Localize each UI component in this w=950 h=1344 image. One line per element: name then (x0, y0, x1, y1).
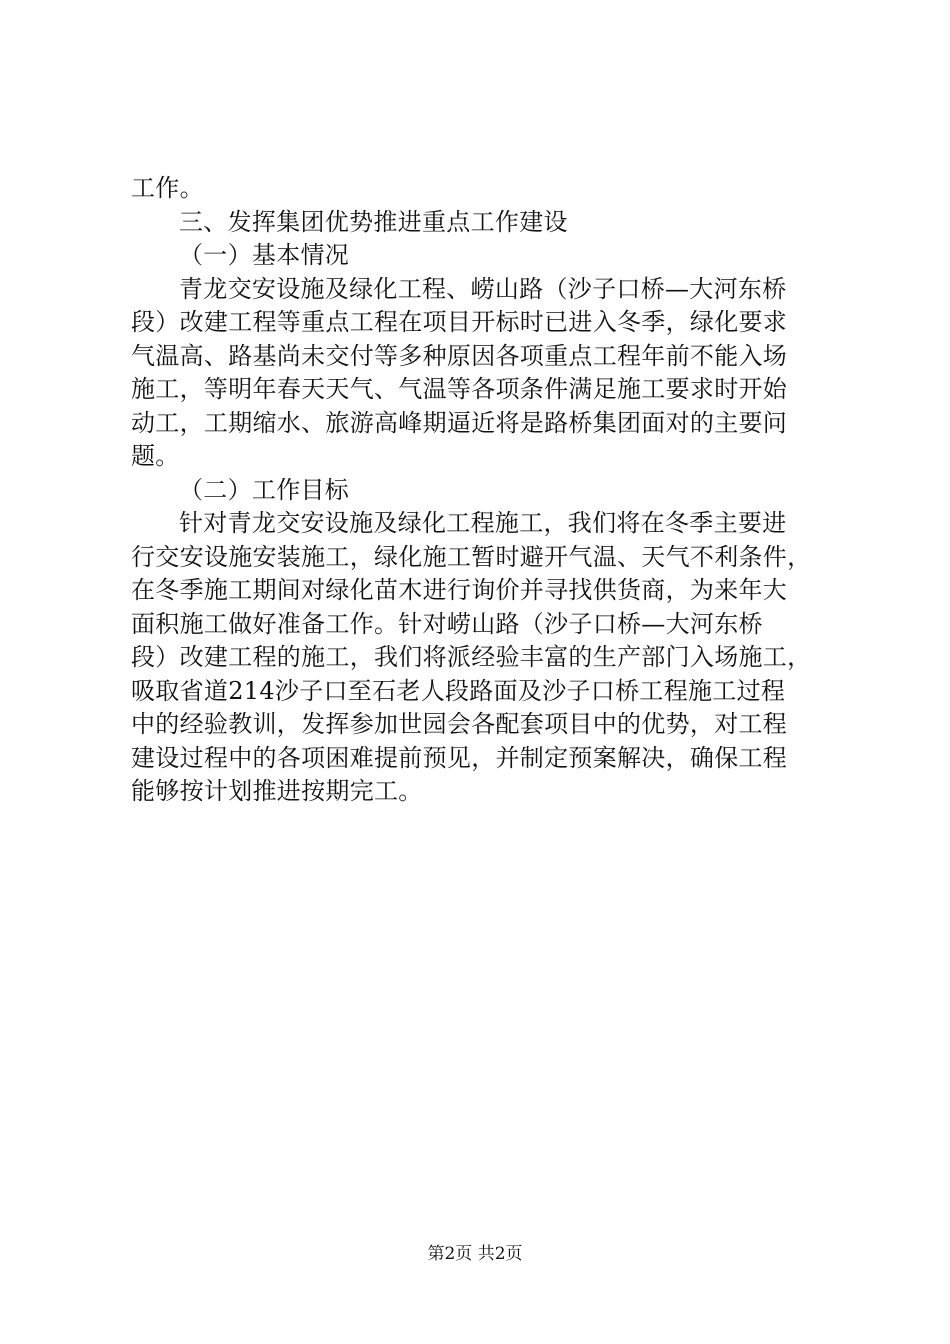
text-line: 段）改建工程的施工，我们将派经验丰富的生产部门入场施工， (131, 643, 812, 671)
page-number-label: 第2页 共2页 (427, 1244, 523, 1264)
text-line: 能够按计划推进按期完工。 (131, 777, 423, 805)
text-line: 工作。 (131, 174, 204, 202)
text-line: 气温高、路基尚未交付等多种原因各项重点工程年前不能入场 (131, 341, 788, 370)
document-body (131, 172, 831, 809)
text-line: 吸取省道214沙子口至石老人段路面及沙子口桥工程施工过程 (131, 676, 786, 705)
text-line: 行交安设施安装施工，绿化施工暂时避开气温、天气不利条件， (131, 542, 812, 571)
text-line: 针对青龙交安设施及绿化工程施工，我们将在冬季主要进 (179, 509, 787, 537)
subsection-heading: （二）工作目标 (179, 475, 350, 504)
text-line: 建设过程中的各项困难提前预见，并制定预案解决，确保工程 (131, 743, 788, 772)
text-line: 题。 (131, 442, 180, 470)
text-line: 动工，工期缩水、旅游高峰期逼近将是路桥集团面对的主要问 (131, 408, 788, 437)
section-heading: 三、发挥集团优势推进重点工作建设 (179, 207, 568, 236)
text-line: 中的经验教训，发挥参加世园会各配套项目中的优势，对工程 (131, 710, 788, 738)
text-line: 施工，等明年春天天气、气温等各项条件满足施工要求时开始 (131, 375, 788, 403)
page-footer (0, 1243, 950, 1265)
subsection-heading: （一）基本情况 (179, 241, 350, 269)
text-line: 在冬季施工期间对绿化苗木进行询价并寻找供货商，为来年大 (131, 576, 788, 604)
text-line: 段）改建工程等重点工程在项目开标时已进入冬季，绿化要求 (131, 308, 788, 336)
text-line: 青龙交安设施及绿化工程、崂山路（沙子口桥—大河东桥 (179, 274, 787, 303)
text-line: 面积施工做好准备工作。针对崂山路（沙子口桥—大河东桥 (131, 609, 763, 638)
